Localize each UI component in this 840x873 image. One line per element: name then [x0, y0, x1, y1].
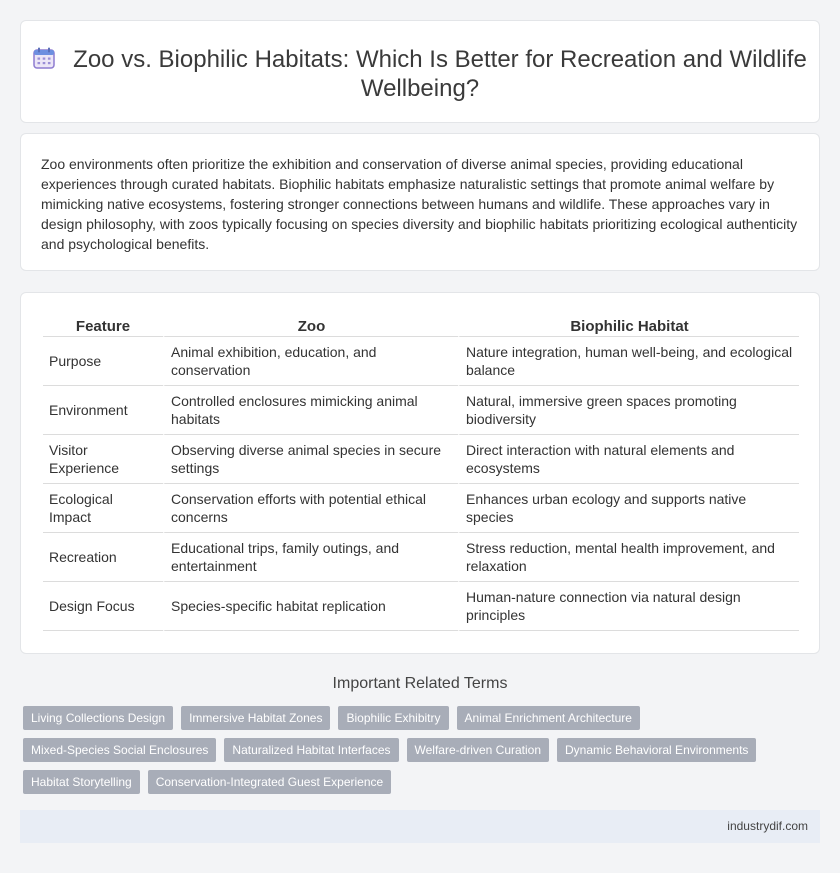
table-row	[43, 337, 799, 386]
zoo-cell: Observing diverse animal species in secure settings	[163, 435, 458, 484]
related-terms-heading: Important Related Terms	[332, 675, 508, 692]
related-term-tag[interactable]: Immersive Habitat Zones	[181, 706, 330, 730]
header-feature: Feature	[43, 313, 163, 337]
page-title	[21, 45, 819, 103]
footer-site-link[interactable]: industrydif.com	[727, 819, 808, 833]
title-wrap	[21, 45, 819, 103]
zoo-cell: Controlled enclosures mimicking animal habitats	[163, 386, 458, 435]
table-row	[43, 582, 799, 631]
feature-cell: Environment	[43, 386, 163, 435]
related-term-tag[interactable]: Habitat Storytelling	[23, 770, 140, 794]
table-header-row	[43, 313, 799, 337]
feature-cell: Ecological Impact	[43, 484, 163, 533]
zoo-cell: Educational trips, family outings, and entertainment	[163, 533, 458, 582]
tag-row	[23, 738, 803, 762]
zoo-cell: Conservation efforts with potential ethical concerns	[163, 484, 458, 533]
related-term-tag[interactable]: Living Collections Design	[23, 706, 173, 730]
page-title-text: Zoo vs. Biophilic Habitats: Which Is Better for Recreation and Wildlife Wellbeing?	[73, 46, 807, 102]
biophilic-cell: Enhances urban ecology and supports native species	[458, 484, 799, 533]
table-row	[43, 435, 799, 484]
related-term-tag[interactable]: Mixed-Species Social Enclosures	[23, 738, 216, 762]
related-term-tag[interactable]: Biophilic Exhibitry	[338, 706, 448, 730]
zoo-cell: Animal exhibition, education, and conservation	[163, 337, 458, 386]
comparison-table	[43, 313, 799, 631]
feature-cell: Visitor Experience	[43, 435, 163, 484]
tag-row	[23, 706, 803, 730]
table-row	[43, 484, 799, 533]
related-terms-tags	[23, 706, 803, 802]
related-term-tag[interactable]: Naturalized Habitat Interfaces	[224, 738, 398, 762]
feature-cell: Design Focus	[43, 582, 163, 631]
zoo-cell: Species-specific habitat replication	[163, 582, 458, 631]
tag-row	[23, 770, 803, 794]
table-row	[43, 386, 799, 435]
calendar-icon	[33, 47, 55, 69]
biophilic-cell: Human-nature connection via natural design principles	[458, 582, 799, 631]
related-term-tag[interactable]: Dynamic Behavioral Environments	[557, 738, 756, 762]
biophilic-cell: Direct interaction with natural elements and ecosystems	[458, 435, 799, 484]
footer-bar	[20, 810, 820, 843]
feature-cell: Purpose	[43, 337, 163, 386]
comparison-table-card	[20, 292, 820, 654]
related-term-tag[interactable]: Animal Enrichment Architecture	[457, 706, 640, 730]
biophilic-cell: Nature integration, human well-being, and ecological balance	[458, 337, 799, 386]
biophilic-cell: Stress reduction, mental health improvement, and relaxation	[458, 533, 799, 582]
intro-card	[20, 133, 820, 271]
related-term-tag[interactable]: Welfare-driven Curation	[407, 738, 550, 762]
title-card	[20, 20, 820, 123]
feature-cell: Recreation	[43, 533, 163, 582]
header-biophilic-habitat: Biophilic Habitat	[458, 313, 799, 337]
biophilic-cell: Natural, immersive green spaces promoting biodiversity	[458, 386, 799, 435]
header-zoo: Zoo	[163, 313, 458, 337]
table-row	[43, 533, 799, 582]
intro-paragraph: Zoo environments often prioritize the exhibition and conservation of diverse animal species, providing educational experiences through curated habitats. Biophilic habitats emphasize naturalistic settings that promote animal welfare by mimicking native ecosystems, fostering stronger connections between humans and wildlife. These approaches vary in design philosophy, with zoos typically focusing on species diversity and biophilic habitats prioritizing ecological authenticity and psychological benefits.	[41, 156, 798, 252]
related-term-tag[interactable]: Conservation-Integrated Guest Experience	[148, 770, 391, 794]
